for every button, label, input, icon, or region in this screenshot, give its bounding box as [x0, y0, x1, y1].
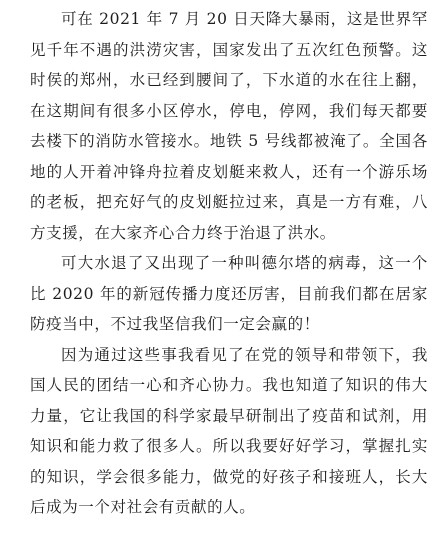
paragraph-virus: 可大水退了又出现了一种叫德尔塔的病毒，这一个比 2020 年的新冠传播力度还厉害，目前我们都在居家防疫当中，不过我坚信我们一定会赢的！	[30, 254, 428, 333]
document-body	[30, 4, 428, 523]
paragraph-reflection: 因为通过这些事我看见了在党的领导和带领下，我国人民的团结一心和齐心协力。我也知道了知识的伟大力量，它让我国的科学家最早研制出了疫苗和试剂，用知识和能力救了很多人。所以我要好好学习，掌握扎实的知识，学会很多能力，做党的好孩子和接班人，长大后成为一个对社会有贡献的人。	[30, 345, 428, 516]
paragraph-flood: 可在 2021 年 7 月 20 日天降大暴雨，这是世界罕见千年不遇的洪涝灾害，国家发出了五次红色预警。这时侯的郑州，水已经到腰间了，下水道的水在往上翻，在这期间有很多小区停水，停电，停网，我们每天都要去楼下的消防水管接水。地铁 5 号线都被淹了。全国各地的人开着冲锋舟拉着皮划艇来救人，还有一个游乐场的老板，把充好气的皮划艇拉过来，真是一方有难，八方支援，在大家齐心合力终于治退了洪水。	[30, 10, 428, 242]
